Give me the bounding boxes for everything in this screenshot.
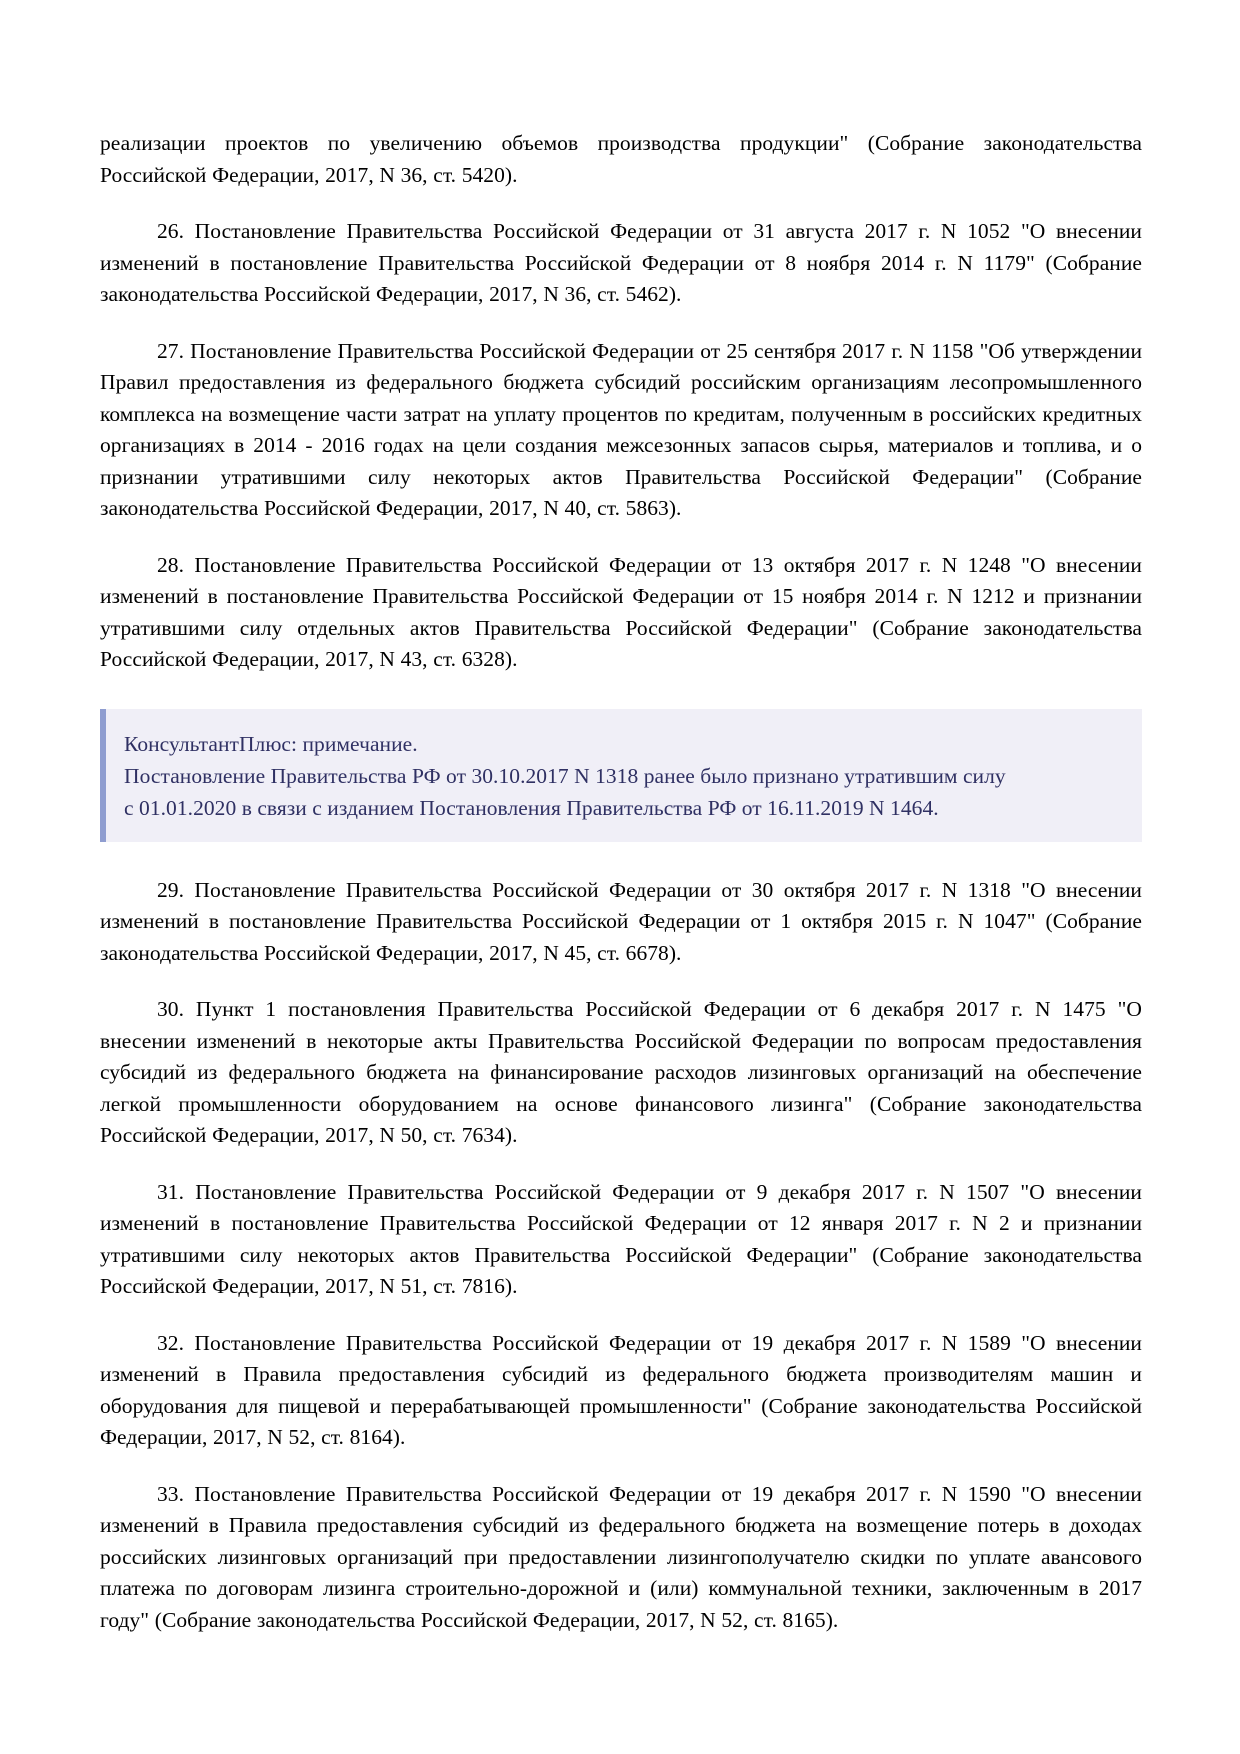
paragraph-item-29: 29. Постановление Правительства Российской Федерации от 30 октября 2017 г. N 1318 "О внесении изменений в постановление Правительства Российской Федерации от 1 октября 2015 г. N 1047" (Собрание законодательства Российской Федерации, 2017, N 45, ст. 6678).	[100, 877, 1142, 965]
paragraph-item-31: 31. Постановление Правительства Российской Федерации от 9 декабря 2017 г. N 1507 "О внесении изменений в постановление Правительства Российской Федерации от 12 января 2017 г. N 2 и признании утратившими силу некоторых актов Правительства Российской Федерации" (Собрание законодательства Российской Федерации, 2017, N 51, ст. 7816).	[100, 1179, 1142, 1298]
paragraph-item-32: 32. Постановление Правительства Российской Федерации от 19 декабря 2017 г. N 1589 "О внесении изменений в Правила предоставления субсидий из федерального бюджета производителям машин и оборудования для пищевой и перерабатывающей промышленности" (Собрание законодательства Российской Федерации, 2017, N 52, ст. 8164).	[100, 1330, 1142, 1449]
paragraph-item-26: 26. Постановление Правительства Российской Федерации от 31 августа 2017 г. N 1052 "О внесении изменений в постановление Правительства Российской Федерации от 8 ноября 2014 г. N 1179" (Собрание законодательства Российской Федерации, 2017, N 36, ст. 5462).	[100, 219, 1142, 306]
paragraph-item-28: 28. Постановление Правительства Российской Федерации от 13 октября 2017 г. N 1248 "О внесении изменений в постановление Правительства Российской Федерации от 15 ноября 2014 г. N 1212 и признании утратившими силу отдельных актов Правительства Российской Федерации" (Собрание законодательства Российской Федерации, 2017, N 43, ст. 6328).	[100, 552, 1142, 671]
note-title: КонсультантПлюс: примечание.	[124, 731, 418, 756]
paragraph-continuation: реализации проектов по увеличению объемов производства продукции" (Собрание законодательства Российской Федерации, 2017, N 36, ст. 5420).	[100, 131, 1142, 187]
note-line-1: Постановление Правительства РФ от 30.10.2017 N 1318 ранее было признано утратившим силу	[124, 763, 1006, 788]
consultant-plus-note	[100, 709, 1142, 842]
paragraph-item-27: 27. Постановление Правительства Российской Федерации от 25 сентября 2017 г. N 1158 "Об утверждении Правил предоставления из федерального бюджета субсидий российским организациям лесопромышленного комплекса на возмещение части затрат на уплату процентов по кредитам, полученным в российских кредитных организациях в 2014 - 2016 годах на цели создания межсезонных запасов сырья, материалов и топлива, и о признании утратившими силу некоторых актов Правительства Российской Федерации" (Собрание законодательства Российской Федерации, 2017, N 40, ст. 5863).	[100, 338, 1142, 520]
paragraph-item-30: 30. Пункт 1 постановления Правительства Российской Федерации от 6 декабря 2017 г. N 1475 "О внесении изменений в некоторые акты Правительства Российской Федерации по вопросам предоставления субсидий из федерального бюджета на финансирование расходов лизинговых организаций на обеспечение легкой промышленности оборудованием на основе финансового лизинга" (Собрание законодательства Российской Федерации, 2017, N 50, ст. 7634).	[100, 997, 1142, 1147]
document-body	[100, 128, 1142, 1636]
paragraph-item-33: 33. Постановление Правительства Российской Федерации от 19 декабря 2017 г. N 1590 "О внесении изменений в Правила предоставления субсидий из федерального бюджета на возмещение потерь в доходах российских лизинговых организаций при предоставлении лизингополучателю скидки по уплате авансового платежа по договорам лизинга строительно-дорожной и (или) коммунальной техники, заключенным в 2017 году" (Собрание законодательства Российской Федерации, 2017, N 52, ст. 8165).	[100, 1481, 1142, 1632]
note-line-2: с 01.01.2020 в связи с изданием Постановления Правительства РФ от 16.11.2019 N 1464.	[124, 795, 939, 820]
